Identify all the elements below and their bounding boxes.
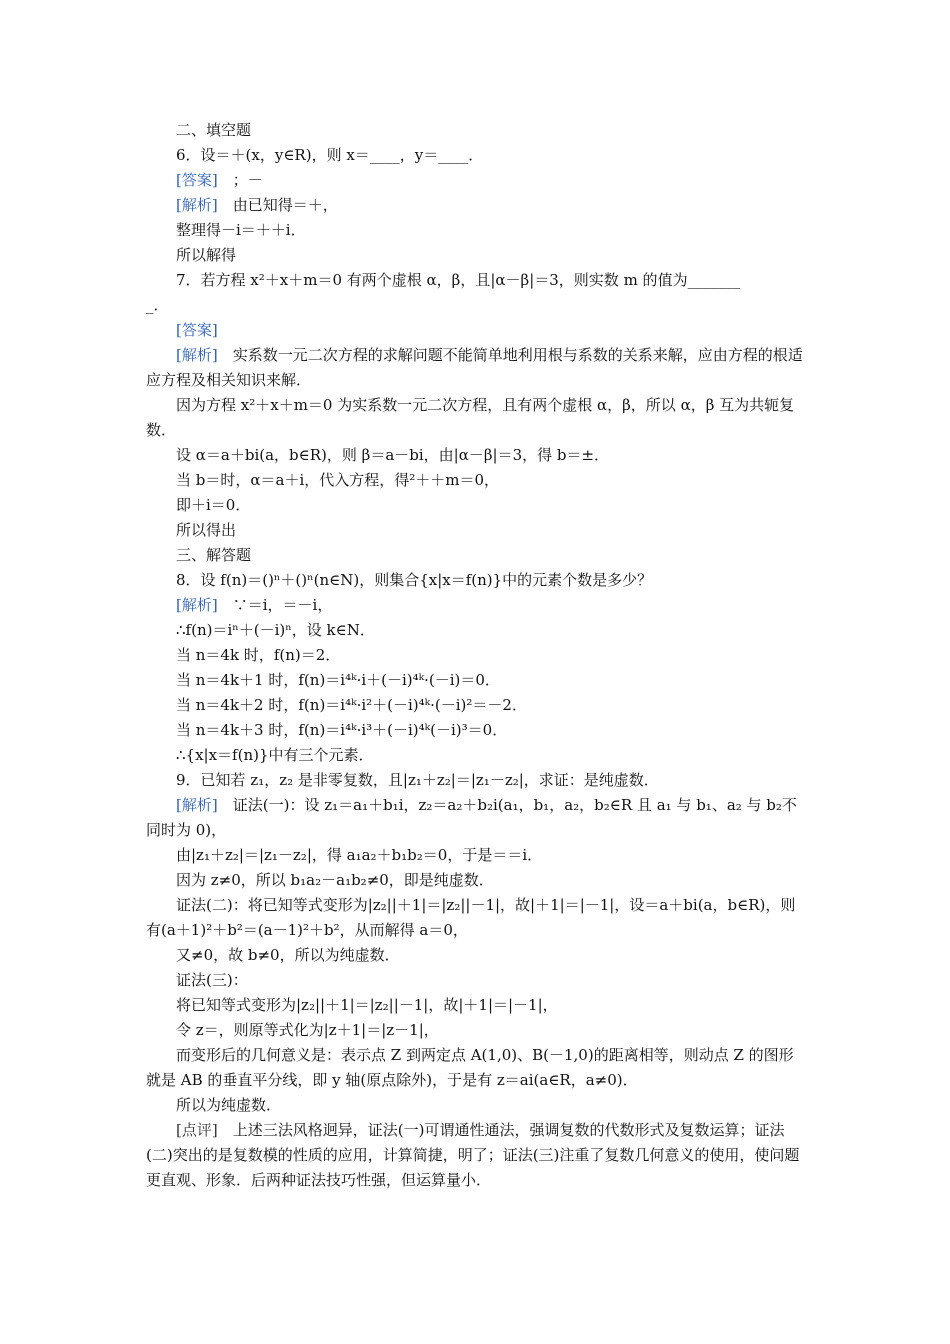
analysis-8-line: 当 n＝4k＋1 时，f(n)＝i⁴ᵏ·i＋(－i)⁴ᵏ·(－i)＝0． bbox=[176, 671, 500, 689]
analysis-7-line: 即＋i＝0． bbox=[176, 496, 251, 514]
analysis-8-line: 当 n＝4k 时，f(n)＝2． bbox=[176, 646, 341, 664]
analysis-9-line: 因为 z≠0，所以 b₁a₂－a₁b₂≠0，即是纯虚数． bbox=[176, 871, 494, 889]
analysis-tag: [解析] bbox=[176, 346, 218, 364]
question-7-cont: _． bbox=[146, 296, 169, 314]
analysis-9-line: 由|z₁＋z₂|＝|z₁－z₂|，得 a₁a₂＋b₁b₂＝0，于是＝＝i． bbox=[176, 846, 543, 864]
answer-7 bbox=[146, 318, 808, 343]
analysis-7-para: 因为方程 x²＋x＋m＝0 为实系数一元二次方程，且有两个虚根 α，β，所以 α，β 互为共轭复数． bbox=[146, 396, 795, 439]
section-heading-fill-blank: 二、填空题 bbox=[176, 121, 252, 139]
question-7: 7．若方程 x²＋x＋m＝0 有两个虚根 α，β，且|α－β|＝3，则实数 m 的值为_______ bbox=[176, 271, 741, 289]
analysis-tag: [解析] bbox=[176, 796, 218, 814]
analysis-tag: [解析] bbox=[176, 196, 218, 214]
analysis-8-line: ∴f(n)＝iⁿ＋(－i)ⁿ，设 k∈N． bbox=[176, 621, 375, 639]
answer-tag: [答案] bbox=[176, 171, 218, 189]
analysis-8-line: 当 n＝4k＋3 时，f(n)＝i⁴ᵏ·i³＋(－i)⁴ᵏ(－i)³＝0． bbox=[176, 721, 508, 739]
answer-6: [答案] ；－ bbox=[176, 171, 263, 189]
question-8: 8．设 f(n)＝()ⁿ＋()ⁿ(n∈N)，则集合{x|x＝f(n)}中的元素个数是多少？ bbox=[176, 571, 653, 589]
comment-tag: [点评] bbox=[176, 1121, 218, 1139]
analysis-9-proof-1: [解析] 证法(一)：设 z₁＝a₁＋b₁i，z₂＝a₂＋b₂i(a₁，b₁，a₂，b₂∈R 且 a₁ 与 b₁、a₂ 与 b₂不同时为 0)， bbox=[146, 796, 797, 839]
answer-tag: [答案] bbox=[176, 321, 218, 339]
analysis-8: [解析] ∵＝i，＝－i， bbox=[176, 596, 333, 614]
analysis-9-geometry: 而变形后的几何意义是：表示点 Z 到两定点 A(1,0)、B(－1,0)的距离相等，则动点 Z 的图形就是 AB 的垂直平分线，即 y 轴(原点除外)，于是有 z＝ai(a∈R，a≠0)． bbox=[146, 1046, 794, 1089]
analysis-tag: [解析] bbox=[176, 596, 218, 614]
analysis-8-line: 当 n＝4k＋2 时，f(n)＝i⁴ᵏ·i²＋(－i)⁴ᵏ·(－i)²＝－2． bbox=[176, 696, 527, 714]
question-6: 6．设＝＋(x，y∈R)，则 x＝____，y＝____． bbox=[176, 146, 484, 164]
analysis-9-line: 所以为纯虚数． bbox=[176, 1096, 282, 1114]
document-body bbox=[146, 118, 808, 1193]
analysis-7-line: 当 b＝时，α＝a＋i，代入方程，得²＋＋m＝0， bbox=[176, 471, 500, 489]
analysis-9-line: 又≠0，故 b≠0，所以为纯虚数． bbox=[176, 946, 400, 964]
analysis-9-proof-3: 证法(三)： bbox=[176, 971, 248, 989]
analysis-8-line: ∴{x|x＝f(n)}中有三个元素． bbox=[176, 746, 374, 764]
analysis-6: [解析] 由已知得＝＋， bbox=[176, 196, 338, 214]
analysis-9-proof-2: 证法(二)：将已知等式变形为|z₂||＋1|＝|z₂||－1|，故|＋1|＝|－1|，设＝a＋bi(a，b∈R)，则有(a＋1)²＋b²＝(a－1)²＋b²，从而解得 a＝0， bbox=[146, 896, 796, 939]
analysis-7-line: 设 α＝a＋bi(a，b∈R)，则 β＝a－bi，由|α－β|＝3，得 b＝±． bbox=[176, 446, 610, 464]
analysis-9-line: 将已知等式变形为|z₂||＋1|＝|z₂||－1|，故|＋1|＝|－1|， bbox=[176, 996, 558, 1014]
analysis-7-line: 所以得出 bbox=[176, 521, 237, 539]
analysis-7: [解析] 实系数一元二次方程的求解问题不能简单地利用根与系数的关系来解，应由方程的根适应方程及相关知识来解． bbox=[146, 346, 803, 389]
section-heading-solve: 三、解答题 bbox=[176, 546, 252, 564]
analysis-6-line: 整理得－i＝＋＋i． bbox=[176, 221, 306, 239]
question-9: 9．已知若 z₁，z₂ 是非零复数，且|z₁＋z₂|＝|z₁－z₂|，求证：是纯虚数． bbox=[176, 771, 659, 789]
analysis-6-line: 所以解得 bbox=[176, 246, 237, 264]
analysis-9-line: 令 z＝，则原等式化为|z＋1|＝|z－1|， bbox=[176, 1021, 439, 1039]
comment-9: [点评] 上述三法风格迥异，证法(一)可谓通性通法，强调复数的代数形式及复数运算；证法(二)突出的是复数模的性质的应用，计算简捷，明了；证法(三)注重了复数几何意义的使用，使问题更直观、形象．后两种证法技巧性强，但运算量小． bbox=[146, 1121, 800, 1189]
